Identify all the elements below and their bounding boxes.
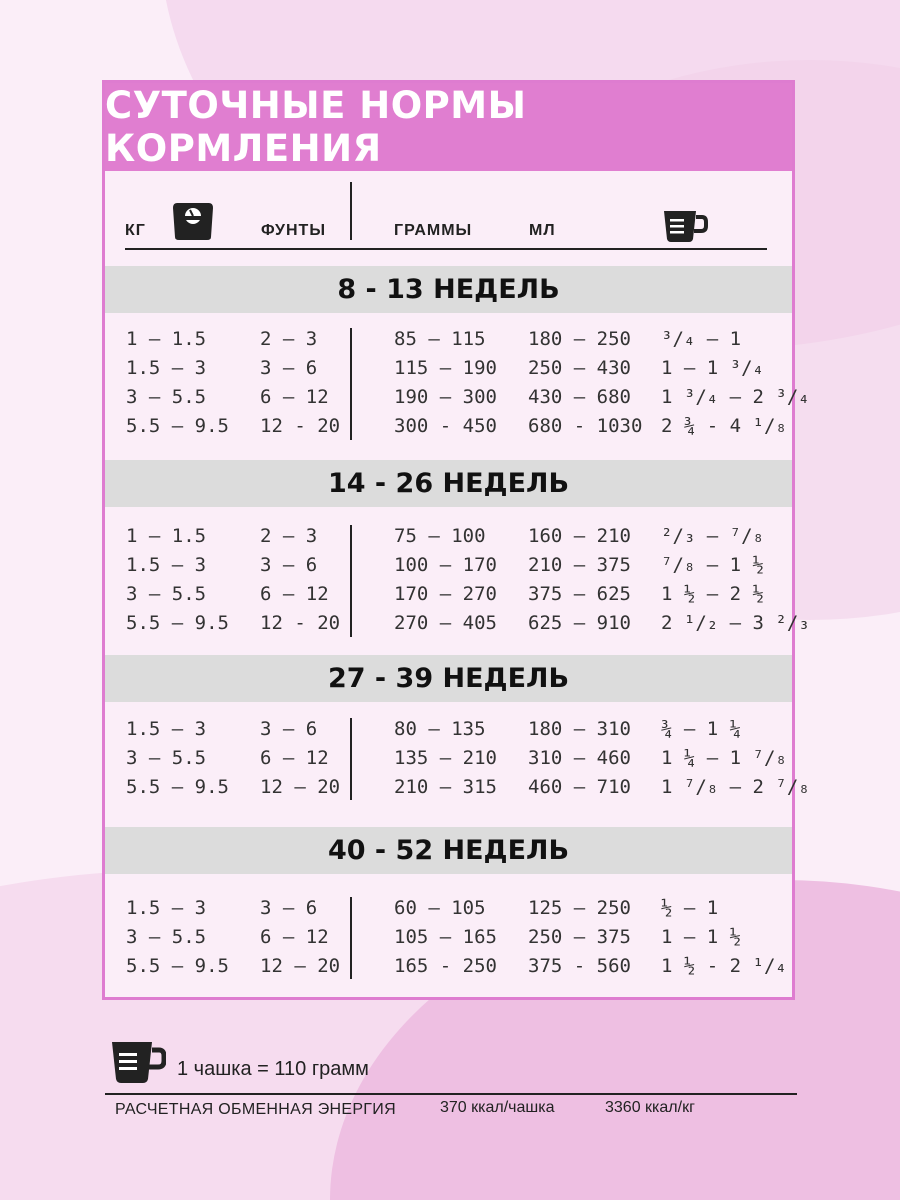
cell-cups: ²/₃ – ⁷/₈ bbox=[661, 525, 764, 547]
cell-grams: 135 – 210 bbox=[394, 747, 497, 769]
section-title: 14 - 26 НЕДЕЛЬ bbox=[105, 460, 792, 507]
cell-cups: ½ – 1 bbox=[661, 897, 719, 919]
cell-kg: 5.5 – 9.5 bbox=[126, 776, 229, 798]
section-title: 27 - 39 НЕДЕЛЬ bbox=[105, 655, 792, 702]
cell-cups: 1 ³/₄ – 2 ³/₄ bbox=[661, 386, 810, 408]
cell-grams: 100 – 170 bbox=[394, 554, 497, 576]
cell-lb: 3 – 6 bbox=[260, 897, 318, 919]
header-grams: ГРАММЫ bbox=[394, 222, 473, 239]
feeding-table-card bbox=[102, 80, 810, 1000]
section-title: 40 - 52 НЕДЕЛЬ bbox=[105, 827, 792, 874]
cell-kg: 1.5 – 3 bbox=[126, 554, 207, 576]
cell-kg: 1.5 – 3 bbox=[126, 718, 207, 740]
table-row bbox=[105, 747, 792, 776]
cell-kg: 5.5 – 9.5 bbox=[126, 955, 229, 977]
cell-ml: 250 – 375 bbox=[528, 926, 631, 948]
cell-ml: 375 - 560 bbox=[528, 955, 631, 977]
cell-grams: 75 – 100 bbox=[394, 525, 486, 547]
cell-cups: 1 ½ – 2 ½ bbox=[661, 583, 764, 605]
cell-lb: 6 – 12 bbox=[260, 583, 329, 605]
cell-ml: 180 – 310 bbox=[528, 718, 631, 740]
cell-grams: 115 – 190 bbox=[394, 357, 497, 379]
cell-kg: 3 – 5.5 bbox=[126, 583, 207, 605]
cell-kg: 1 – 1.5 bbox=[126, 328, 207, 350]
cell-cups: ¾ – 1 ¼ bbox=[661, 718, 742, 740]
cell-kg: 3 – 5.5 bbox=[126, 747, 207, 769]
cell-grams: 80 – 135 bbox=[394, 718, 486, 740]
cell-grams: 85 – 115 bbox=[394, 328, 486, 350]
cell-lb: 2 – 3 bbox=[260, 328, 318, 350]
footer-divider bbox=[105, 1093, 797, 1095]
cell-grams: 300 - 450 bbox=[394, 415, 497, 437]
table-row bbox=[105, 612, 810, 641]
section-14-26-weeks bbox=[105, 460, 810, 641]
table-row bbox=[105, 525, 792, 554]
cell-grams: 105 – 165 bbox=[394, 926, 497, 948]
header-underline bbox=[125, 248, 767, 250]
section-8-13-weeks bbox=[105, 266, 810, 444]
table-row bbox=[105, 926, 792, 955]
section-40-52-weeks bbox=[105, 827, 792, 984]
cell-ml: 375 – 625 bbox=[528, 583, 631, 605]
cell-grams: 190 – 300 bbox=[394, 386, 497, 408]
cell-kg: 3 – 5.5 bbox=[126, 386, 207, 408]
cell-lb: 3 – 6 bbox=[260, 554, 318, 576]
cell-ml: 125 – 250 bbox=[528, 897, 631, 919]
table-row bbox=[105, 897, 792, 926]
table-row bbox=[105, 554, 792, 583]
cell-ml: 430 – 680 bbox=[528, 386, 631, 408]
table-row bbox=[105, 776, 810, 805]
cell-cups: ³/₄ – 1 bbox=[661, 328, 742, 350]
scale-icon bbox=[171, 199, 215, 241]
page-title: СУТОЧНЫЕ НОРМЫ КОРМЛЕНИЯ bbox=[105, 83, 792, 171]
cell-ml: 250 – 430 bbox=[528, 357, 631, 379]
header-divider bbox=[350, 182, 352, 240]
cell-grams: 165 - 250 bbox=[394, 955, 497, 977]
cell-cups: 1 ¼ – 1 ⁷/₈ bbox=[661, 747, 787, 769]
cell-cups: 1 – 1 ½ bbox=[661, 926, 742, 948]
measuring-cup-icon bbox=[662, 209, 708, 243]
table-row bbox=[105, 386, 810, 415]
header-ml: МЛ bbox=[529, 222, 556, 239]
energy-label: РАСЧЕТНАЯ ОБМЕННАЯ ЭНЕРГИЯ bbox=[115, 1101, 396, 1118]
table-row bbox=[105, 415, 792, 444]
cell-ml: 680 - 1030 bbox=[528, 415, 643, 437]
cell-lb: 12 - 20 bbox=[260, 415, 341, 437]
cell-grams: 270 – 405 bbox=[394, 612, 497, 634]
cell-kg: 5.5 – 9.5 bbox=[126, 415, 229, 437]
cell-lb: 12 – 20 bbox=[260, 776, 341, 798]
cell-lb: 12 – 20 bbox=[260, 955, 341, 977]
cell-lb: 3 – 6 bbox=[260, 718, 318, 740]
cup-weight-note: 1 чашка = 110 грамм bbox=[177, 1058, 369, 1080]
cell-grams: 60 – 105 bbox=[394, 897, 486, 919]
cell-lb: 6 – 12 bbox=[260, 386, 329, 408]
table-row bbox=[105, 328, 792, 357]
table-row bbox=[105, 357, 792, 386]
cell-ml: 460 – 710 bbox=[528, 776, 631, 798]
cell-lb: 6 – 12 bbox=[260, 926, 329, 948]
table-row bbox=[105, 955, 792, 984]
cell-cups: 2 ¹/₂ – 3 ²/₃ bbox=[661, 612, 810, 634]
cell-ml: 310 – 460 bbox=[528, 747, 631, 769]
cell-cups: 1 ½ - 2 ¹/₄ bbox=[661, 955, 787, 977]
header-kg: КГ bbox=[125, 222, 146, 239]
measuring-cup-icon bbox=[110, 1040, 166, 1084]
cell-lb: 3 – 6 bbox=[260, 357, 318, 379]
energy-per-cup: 370 ккал/чашка bbox=[440, 1099, 555, 1116]
cell-cups: ⁷/₈ – 1 ½ bbox=[661, 554, 764, 576]
cell-ml: 160 – 210 bbox=[528, 525, 631, 547]
cell-cups: 1 ⁷/₈ – 2 ⁷/₈ bbox=[661, 776, 810, 798]
section-27-39-weeks bbox=[105, 655, 810, 805]
cell-kg: 3 – 5.5 bbox=[126, 926, 207, 948]
cell-cups: 2 ¾ - 4 ¹/₈ bbox=[661, 415, 787, 437]
cell-kg: 1.5 – 3 bbox=[126, 897, 207, 919]
cell-cups: 1 – 1 ³/₄ bbox=[661, 357, 764, 379]
cell-ml: 180 – 250 bbox=[528, 328, 631, 350]
table-header bbox=[105, 171, 792, 266]
cell-ml: 625 – 910 bbox=[528, 612, 631, 634]
cell-lb: 12 - 20 bbox=[260, 612, 341, 634]
cell-ml: 210 – 375 bbox=[528, 554, 631, 576]
section-title: 8 - 13 НЕДЕЛЬ bbox=[105, 266, 792, 313]
cell-lb: 6 – 12 bbox=[260, 747, 329, 769]
table-row bbox=[105, 718, 792, 747]
energy-per-kg: 3360 ккал/кг bbox=[605, 1099, 695, 1116]
header-lb: ФУНТЫ bbox=[261, 222, 326, 239]
cell-grams: 170 – 270 bbox=[394, 583, 497, 605]
cell-lb: 2 – 3 bbox=[260, 525, 318, 547]
cell-kg: 1 – 1.5 bbox=[126, 525, 207, 547]
cell-kg: 1.5 – 3 bbox=[126, 357, 207, 379]
cell-grams: 210 – 315 bbox=[394, 776, 497, 798]
table-row bbox=[105, 583, 792, 612]
cell-kg: 5.5 – 9.5 bbox=[126, 612, 229, 634]
